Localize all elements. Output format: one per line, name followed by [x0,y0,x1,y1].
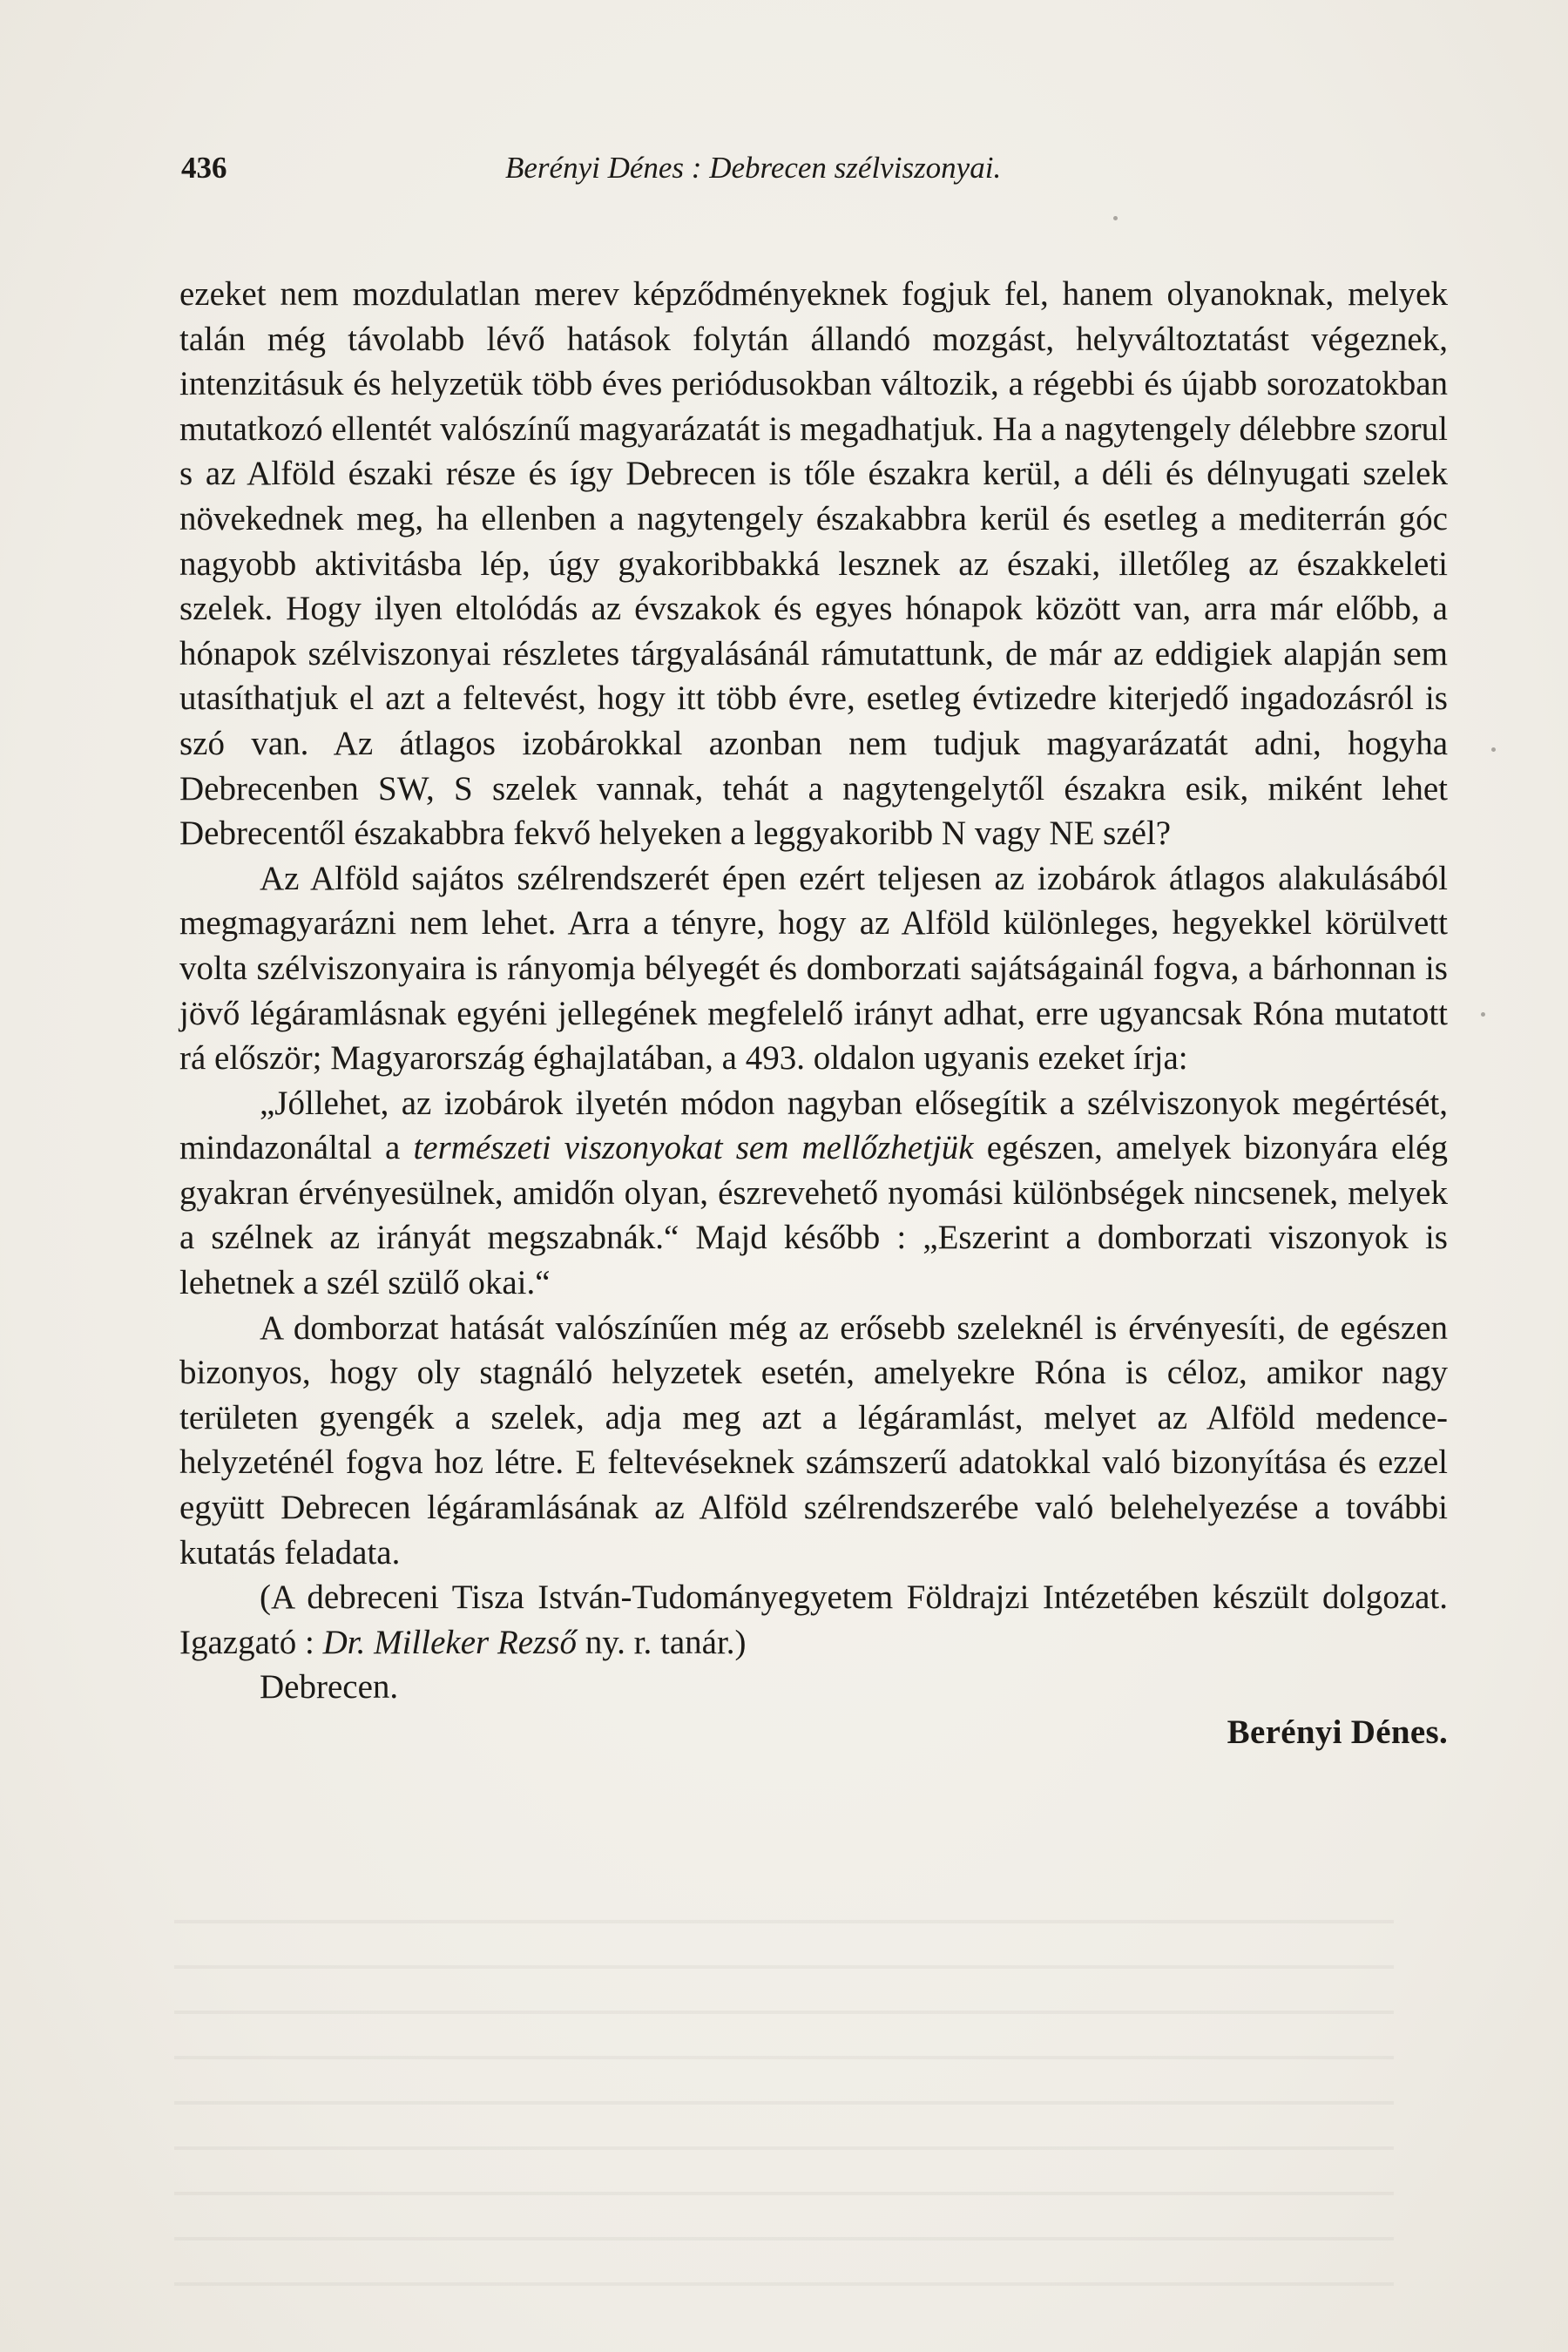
page-speck [1491,747,1496,752]
article-body [179,272,1448,1755]
quote-text-start: „Jóllehet, az izobárok ilyetén módon nagyban elősegítik a szélviszonyok megértését, mindazonáltal a [179,1084,1448,1167]
page-header [181,146,1444,190]
page-number: 436 [181,151,227,185]
paragraph-domborzat: A domborzat hatását valószínűen még az erősebb szeleknél is érvényesíti, de egészen bizonyos, hogy oly stagnáló helyzetek esetén, amelyekre Róna is céloz, amikor nagy területen gyengék a szelek, adja meg azt a légáramlást, melyet az Alföld medence-helyzeténél fogva hoz létre. E feltevéseknek számszerű adatokkal való bizonyítása és ezzel együtt Debrecen légáramlásának az Alföld szélrendszerébe való belehelyezése a további kutatás feladata. [179,1308,1448,1571]
page-speck [1113,216,1118,220]
paragraph-quote [179,1081,1448,1306]
director-name: Dr. Milleker Rezső [322,1623,577,1661]
note-text-end: ny. r. tanár.) [576,1623,747,1661]
paragraph-continuation: ezeket nem mozdulatlan merev képződményeknek fogjuk fel, hanem olyanoknak, melyek talán még távolabb lévő hatások folytán állandó mozgást, helyváltoztatást végeznek, intenzitásuk és helyzetük több éves periódusokban változik, a régebbi és újabb sorozatokban mutatkozó ellentét valószínű magyarázatát is megadhatjuk. Ha a nagytengely délebbre szorul s az Alföld északi része és így Debrecen is tőle északra kerül, a déli és délnyugati szelek növekednek meg, ha ellenben a nagytengely északabbra kerül és esetleg a mediterrán góc nagyobb aktivitásba lép, úgy gyakoribbakká lesznek az északi, illetőleg az északkeleti szelek. Hogy ilyen eltolódás az évszakok és egyes hónapok között van, arra már előbb, a hónapok szélviszonyai részletes tárgyalásánál rámutattunk, de már az eddigiek alapján sem utasíthatjuk el azt a feltevést, hogy itt több évre, esetleg évtizedre kiterjedő ingadozásról is szó van. Az átlagos izobárokkal azonban nem tudjuk magyarázatát adni, hogyha Debrecenben SW, S szelek vannak, tehát a nagytengelytől északra esik, miként lehet Debrecentől északabbra fekvő helyeken a leggyakoribb N vagy NE szél? [179,275,1448,853]
note-text-start: (A debreceni Tisza István-Tudományegyetem Földrajzi Intézetében készült dolgozat. Igazgató : [179,1578,1448,1661]
running-head: Berényi Dénes : Debrecen szélviszonyai. [505,151,1002,185]
quote-emphasis: természeti viszonyokat sem mellőzhetjük [413,1129,974,1167]
paragraph-alfold: Az Alföld sajátos szélrendszerét épen ezért teljesen az izobárok átlagos alakulásából megmagyarázni nem lehet. Arra a tényre, hogy az Alföld különleges, hegyekkel körülvett volta szélviszonyaira is rányomja bélyegét és domborzati sajátságainál fogva, a bárhonnan is jövő légáramlásnak egyéni jellegének megfelelő irányt adhat, erre ugyancsak Róna mutatott rá először; Magyarország éghajlatában, a 493. oldalon ugyanis ezeket írja: [179,859,1448,1078]
place-line: Debrecen. [260,1668,399,1707]
page-speck [1481,1012,1485,1017]
quote-text-end: egészen, amelyek bizonyára elég gyakran érvényesülnek, amidőn olyan, észrevehető nyomási különbségek nincsenek, melyek a szélnek az irányát megszabnák.“ Majd később : „Eszerint a domborzati viszonyok is lehetnek a szél szülő okai.“ [179,1129,1448,1302]
author-signature: Berényi Dénes. [1227,1713,1448,1751]
paragraph-institution-note [179,1575,1448,1665]
show-through-text [174,1889,1394,2289]
